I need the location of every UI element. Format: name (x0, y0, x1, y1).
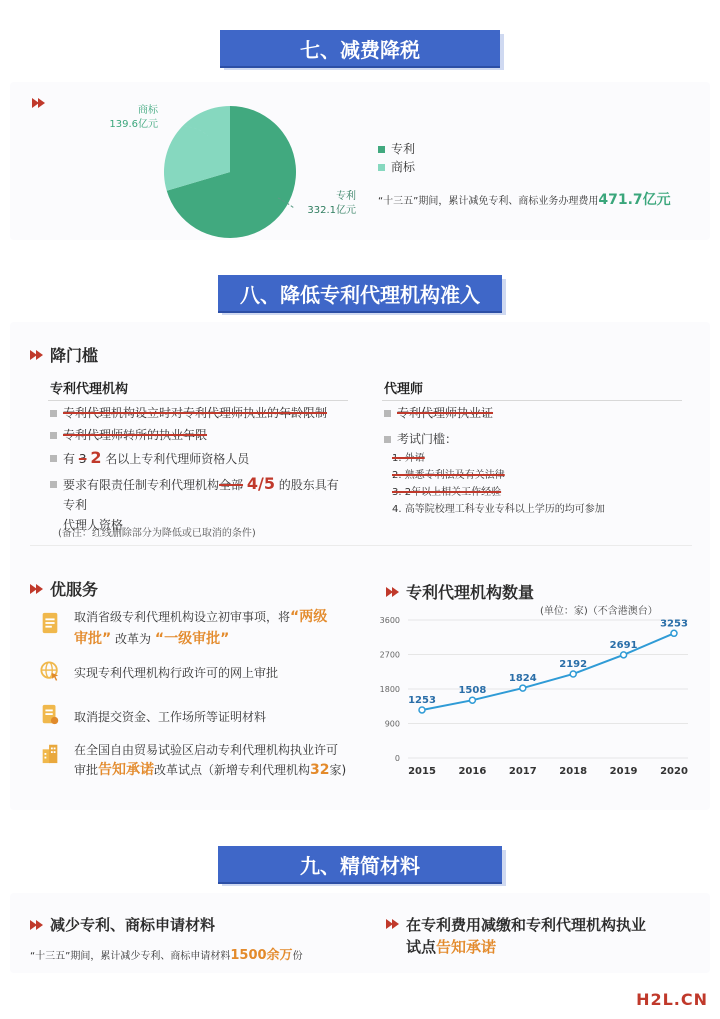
arrow-icon (386, 919, 400, 929)
document-icon (40, 612, 60, 634)
arrow-icon (30, 920, 44, 930)
watermark-logo: H2L.CN (636, 990, 708, 1009)
x-tick-label: 2017 (508, 766, 537, 777)
chart-unit-note: (单位：家)（不含港澳台） (540, 606, 658, 617)
agency-count-line-chart (372, 606, 702, 780)
section8-mid-divider (30, 545, 692, 546)
agency-item-2: 专利代理师转所的执业年限 (50, 425, 207, 445)
x-tick-label: 2020 (660, 766, 688, 777)
service-item-3: 取消提交资金、工作场所等证明材料 (74, 710, 267, 724)
arrow-icon (30, 350, 44, 360)
data-point (671, 630, 677, 636)
data-label: 2192 (559, 658, 588, 670)
data-point (570, 671, 576, 677)
y-tick-label: 1800 (379, 685, 400, 694)
data-label: 1508 (458, 685, 487, 697)
agency-subheading: 专利代理机构 (50, 382, 129, 397)
x-tick-label: 2015 (408, 766, 436, 777)
legend-patent: 专利 (378, 140, 415, 158)
agency-item-3: 有 3 2 名以上专利代理师资格人员 (50, 448, 249, 469)
building-icon (40, 742, 60, 764)
service-item-4: 在全国自由贸易试验区启动专利代理机构执业许可 审批告知承诺改革试点（新增专利代理机构32家) (74, 743, 347, 778)
agency-divider (48, 400, 348, 401)
arrow-icon (386, 587, 400, 597)
y-tick-label: 0 (394, 754, 400, 763)
y-tick-label: 900 (384, 719, 400, 729)
certificate-icon (40, 704, 60, 726)
data-label: 1824 (508, 673, 537, 685)
arrow-icon (30, 584, 44, 594)
data-point (469, 697, 475, 703)
fee-summary: “十三五”期间，累计减免专利、商标业务办理费用471.7亿元 (378, 192, 671, 208)
agent-subheading: 代理师 (384, 382, 424, 397)
y-tick-label: 3600 (379, 616, 400, 625)
service-heading: 优服务 (30, 577, 98, 600)
service-item-2: 实现专利代理机构行政许可的网上审批 (74, 666, 279, 680)
data-point (621, 652, 627, 658)
reduce-materials-text: “十三五”期间，累计减少专利、商标申请材料1500余万份 (30, 948, 303, 963)
data-point (419, 707, 425, 713)
agent-divider (382, 400, 682, 401)
data-label: 3253 (660, 618, 688, 630)
agent-item-1: 专利代理师执业证 (384, 403, 493, 423)
pie-label-trademark: 商标 139.6亿元 (109, 105, 158, 130)
agency-item-4: 要求有限责任制专利代理机构全部 4/5 的股东具有专利 代理人资格 (50, 474, 350, 535)
threshold-heading: 降门槛 (30, 343, 98, 366)
commitment-heading: 在专利费用减缴和专利代理机构执业 试点告知承诺 (386, 914, 646, 958)
pie-label-patent: 专利 332.1亿元 (307, 191, 356, 216)
x-tick-label: 2019 (609, 766, 638, 777)
x-tick-label: 2018 (559, 766, 588, 777)
x-tick-label: 2016 (458, 766, 487, 777)
section7-banner: 七、减费降税 (220, 30, 500, 66)
exam-list: 1. 外语 2. 熟悉专利法及有关法律 3. 2年以上相关工作经验 4. 高等院校理工科专业专科以上学历的均可参加 (392, 453, 605, 515)
arrow-icon (32, 98, 46, 108)
section9-banner: 九、精简材料 (218, 846, 502, 882)
globe-cursor-icon (40, 660, 60, 682)
legend-trademark: 商标 (378, 158, 415, 176)
strike-note: (备注：红线删除部分为降低或已取消的条件) (58, 528, 256, 539)
data-label: 1253 (408, 694, 436, 706)
data-point (520, 685, 526, 691)
agency-item-1: 专利代理机构设立时对专利代理师执业的年龄限制 (50, 403, 327, 423)
pie-legend (378, 140, 415, 176)
data-label: 2691 (609, 639, 638, 651)
agent-item-2: 考试门槛： (384, 429, 457, 449)
y-tick-label: 2700 (379, 650, 400, 660)
reduce-materials-heading: 减少专利、商标申请材料 (30, 914, 215, 935)
agency-count-heading: 专利代理机构数量 (386, 580, 534, 603)
service-item-1: 取消省级专利代理机构设立初审事项，将“两级 审批” 改革为 “一级审批” (74, 609, 328, 647)
section8-banner: 八、降低专利代理机构准入 (218, 275, 502, 311)
